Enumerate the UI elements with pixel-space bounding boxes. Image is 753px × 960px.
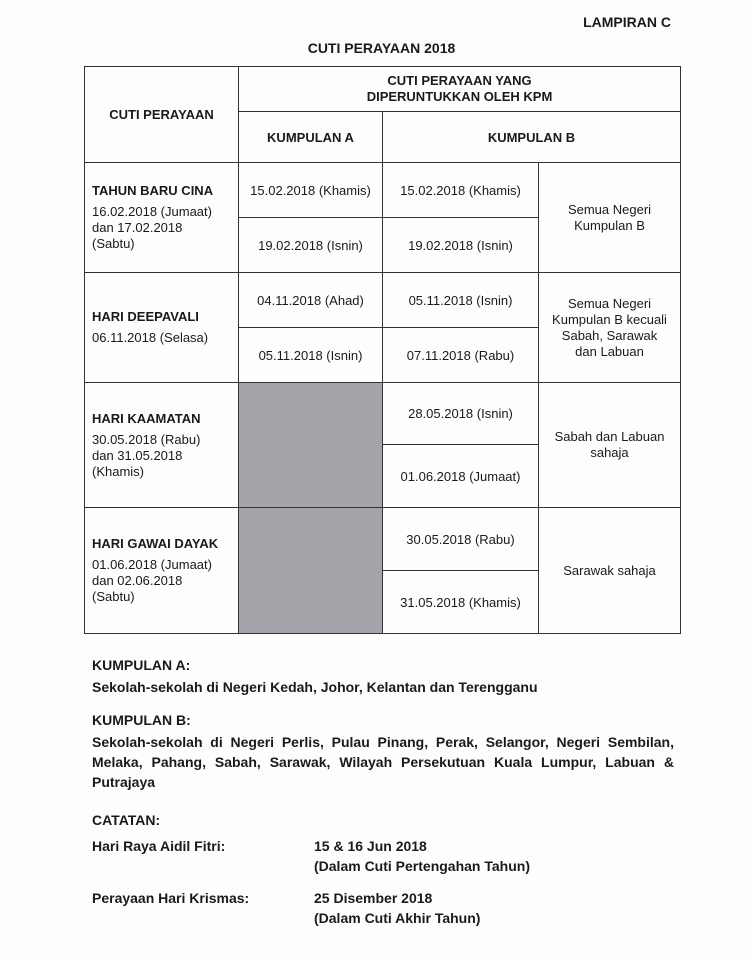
lampiran-label: LAMPIRAN C [583,14,671,30]
header-allocated [239,67,681,112]
group-b-note [539,273,681,383]
date-line: (Khamis) [92,463,145,479]
group-a-shaded-cell [239,508,383,634]
note-line: dan Labuan [575,343,644,359]
date-line: 06.11.2018 (Selasa) [92,330,209,345]
note-line: sahaja [590,445,629,460]
note-line: Sarawak sahaja [563,562,656,578]
date-line: (Sabtu) [92,236,135,251]
kumpulan-a-text: Sekolah-sekolah di Negeri Kedah, Johor, Kelantan dan Terengganu [92,679,538,695]
catatan-key: Perayaan Hari Krismas: [92,890,250,906]
note-line: Kumpulan B [574,217,645,233]
festival-name: TAHUN BARU CINA [92,183,214,198]
group-b-date: 05.11.2018 (Isnin) [383,273,539,328]
kumpulan-b-section [92,710,674,792]
festival-hari-kaamatan [85,383,239,508]
festival-date [92,557,232,605]
catatan-label [92,810,674,830]
page-title: CUTI PERAYAAN 2018 [307,40,456,56]
catatan-date: 25 Disember 2018 [314,890,433,906]
festival-date [92,330,232,346]
note-line: Kumpulan B kecuali [552,311,667,327]
group-a-date: 19.02.2018 (Isnin) [239,218,383,273]
catatan-key: Hari Raya Aidil Fitri: [92,838,226,854]
group-b-date: 07.11.2018 (Rabu) [383,328,539,383]
kumpulan-a-label: KUMPULAN A: [92,657,191,673]
date-line: (Sabtu) [92,589,135,604]
festival-name: HARI DEEPAVALI [92,309,199,324]
festival-name: HARI GAWAI DAYAK [92,536,219,551]
festival-name: HARI KAAMATAN [92,410,201,426]
group-a-date: 15.02.2018 (Khamis) [239,163,383,218]
kumpulan-a-section [92,655,674,697]
festival-date [92,432,232,480]
date-line: dan 31.05.2018 [92,447,183,463]
holiday-table [84,66,681,634]
note-line: Semua Negeri [567,295,652,311]
header-allocated-line2: DIPERUNTUKKAN OLEH KPM [366,89,553,104]
date-line: dan 17.02.2018 [92,220,183,235]
festival-tahun-baru-cina [85,163,239,273]
catatan-detail: (Dalam Cuti Akhir Tahun) [314,910,481,926]
header-cuti-perayaan: CUTI PERAYAAN [85,67,239,163]
group-a-date: 05.11.2018 (Isnin) [239,328,383,383]
note-line: Sabah, Sarawak [561,327,658,343]
header-kumpulan-a: KUMPULAN A [239,112,383,163]
group-b-date: 31.05.2018 (Khamis) [383,571,539,634]
note-line: Semua Negeri [567,201,652,217]
date-line: dan 02.06.2018 [92,573,183,588]
group-b-date: 30.05.2018 (Rabu) [383,508,539,571]
catatan-value [314,836,614,876]
festival-date [92,204,232,252]
group-b-date: 01.06.2018 (Jumaat) [383,445,539,508]
date-line: 16.02.2018 (Jumaat) [92,204,212,219]
group-b-date: 15.02.2018 (Khamis) [383,163,539,218]
note-line: Sabah dan Labuan [554,429,665,444]
catatan-value [314,888,614,928]
catatan-heading: CATATAN: [92,812,161,828]
group-b-date: 19.02.2018 (Isnin) [383,218,539,273]
festival-hari-gawai-dayak [85,508,239,634]
header-allocated-line1: CUTI PERAYAAN YANG [387,73,532,88]
catatan-detail: (Dalam Cuti Pertengahan Tahun) [314,858,530,874]
group-a-shaded-cell [239,383,383,508]
group-a-date: 04.11.2018 (Ahad) [239,273,383,328]
header-kumpulan-b: KUMPULAN B [383,112,681,163]
group-b-date: 28.05.2018 (Isnin) [383,383,539,445]
date-line: 30.05.2018 (Rabu) [92,431,201,447]
group-b-note [539,508,681,634]
kumpulan-b-text: Sekolah-sekolah di Negeri Perlis, Pulau Pinang, Perak, Selangor, Negeri Sembilan, Melaka, Pahang, Sabah, Sarawak, Wilayah Persekutuan Kuala Lumpur, Labuan & Putrajaya [92,734,674,790]
date-line: 01.06.2018 (Jumaat) [92,557,212,572]
kumpulan-b-label: KUMPULAN B: [92,712,191,728]
group-b-note [539,383,681,508]
group-b-note [539,163,681,273]
festival-hari-deepavali [85,273,239,383]
catatan-date: 15 & 16 Jun 2018 [314,838,427,854]
